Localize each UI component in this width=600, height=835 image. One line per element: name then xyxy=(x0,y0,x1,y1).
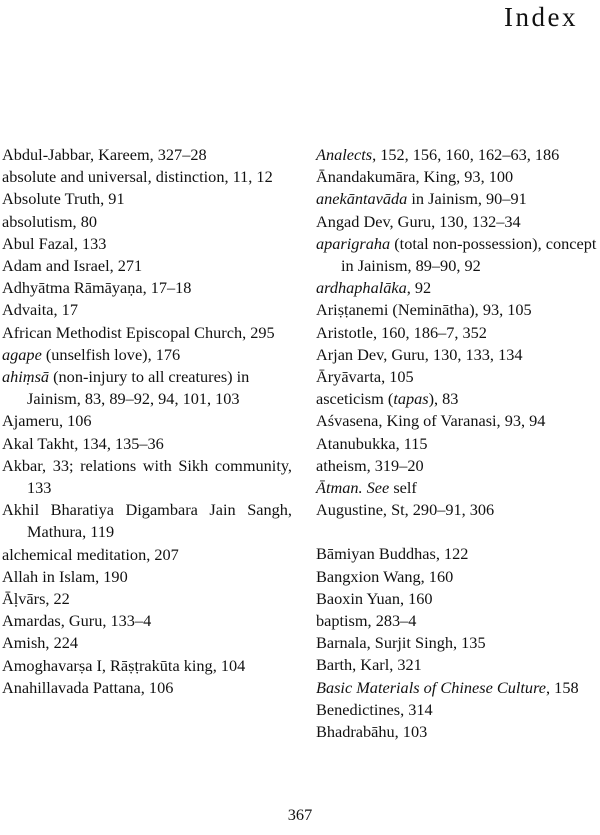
index-entry: Analects, 152, 156, 160, 162–63, 186 xyxy=(316,145,560,164)
index-entry: anekāntavāda in Jainism, 90–91 xyxy=(316,189,527,209)
page-number: 367 xyxy=(287,805,313,824)
index-entry: Akhil Bharatiya Digambara Jain Sangh, Mathura, 119 xyxy=(2,500,292,542)
index-entry: agape (unselfish love), 176 xyxy=(2,344,181,364)
index-entry: African Methodist Episcopal Church, 295 xyxy=(2,322,275,342)
index-entry: Barth, Karl, 321 xyxy=(316,655,422,675)
index-entry: Bāmiyan Buddhas, 122 xyxy=(316,544,469,564)
index-letter-gap xyxy=(316,521,600,543)
index-entry: Bhadrabāhu, 103 xyxy=(316,722,428,742)
index-entry: Ātman. See self xyxy=(316,478,417,498)
index-entry: Basic Materials of Chinese Culture, 158 xyxy=(316,677,579,697)
index-entry: Aśvasena, King of Varanasi, 93, 94 xyxy=(316,411,546,431)
index-entry: Aristotle, 160, 186–7, 352 xyxy=(316,322,487,342)
index-entry: Amish, 224 xyxy=(2,633,78,653)
index-entry: Āryāvarta, 105 xyxy=(316,367,414,387)
index-entry: Bangxion Wang, 160 xyxy=(316,566,454,586)
index-entry: Atanubukka, 115 xyxy=(316,433,428,453)
index-entry: Absolute Truth, 91 xyxy=(2,189,125,209)
index-entry: ahiṃsā (non-injury to all creatures) in Jainism, 83, 89–92, 94, 101, 103 xyxy=(2,367,250,409)
index-entry: Abul Fazal, 133 xyxy=(2,233,107,253)
index-entry: Advaita, 17 xyxy=(2,300,78,320)
index-entry: ardhaphalāka, 92 xyxy=(316,278,432,298)
index-entry: alchemical meditation, 207 xyxy=(2,544,179,564)
index-entry: Āḷvārs, 22 xyxy=(2,589,70,609)
index-entry: Barnala, Surjit Singh, 135 xyxy=(316,633,486,653)
index-entry: baptism, 283–4 xyxy=(316,611,417,631)
index-entry: Amoghavarṣa I, Rāṣṭrakūta king, 104 xyxy=(2,655,246,675)
page-title: Index xyxy=(504,2,578,32)
index-entry: Benedictines, 314 xyxy=(316,699,433,719)
index-entry: asceticism (tapas), 83 xyxy=(316,389,459,409)
index-entry: Akal Takht, 134, 135–36 xyxy=(2,433,164,453)
index-column-left xyxy=(2,144,292,699)
index-entry: Ānandakumāra, King, 93, 100 xyxy=(316,167,514,187)
index-entry: Augustine, St, 290–91, 306 xyxy=(316,500,495,520)
index-entry: Allah in Islam, 190 xyxy=(2,566,128,586)
index-entry: Amardas, Guru, 133–4 xyxy=(2,611,152,631)
index-entry: Akbar, 33; relations with Sikh community, 133 xyxy=(2,455,292,498)
index-entry: Angad Dev, Guru, 130, 132–34 xyxy=(316,211,521,231)
index-entry: Ariṣṭanemi (Neminātha), 93, 105 xyxy=(316,300,532,320)
index-entry: absolutism, 80 xyxy=(2,211,97,231)
index-entry: aparigraha (total non-possession), concept in Jainism, 89–90, 92 xyxy=(316,233,597,276)
index-entry: atheism, 319–20 xyxy=(316,455,424,475)
index-entry: Abdul-Jabbar, Kareem, 327–28 xyxy=(2,145,207,164)
index-entry: Ajameru, 106 xyxy=(2,411,92,431)
index-entry: Adam and Israel, 271 xyxy=(2,256,143,276)
index-entry: absolute and universal, distinction, 11, 12 xyxy=(2,167,273,187)
index-column-right xyxy=(316,144,600,743)
index-entry: Baoxin Yuan, 160 xyxy=(316,588,433,608)
index-entry: Anahillavada Pattana, 106 xyxy=(2,677,174,697)
index-entry: Arjan Dev, Guru, 130, 133, 134 xyxy=(316,344,523,364)
index-entry: Adhyātma Rāmāyaṇa, 17–18 xyxy=(2,278,192,298)
